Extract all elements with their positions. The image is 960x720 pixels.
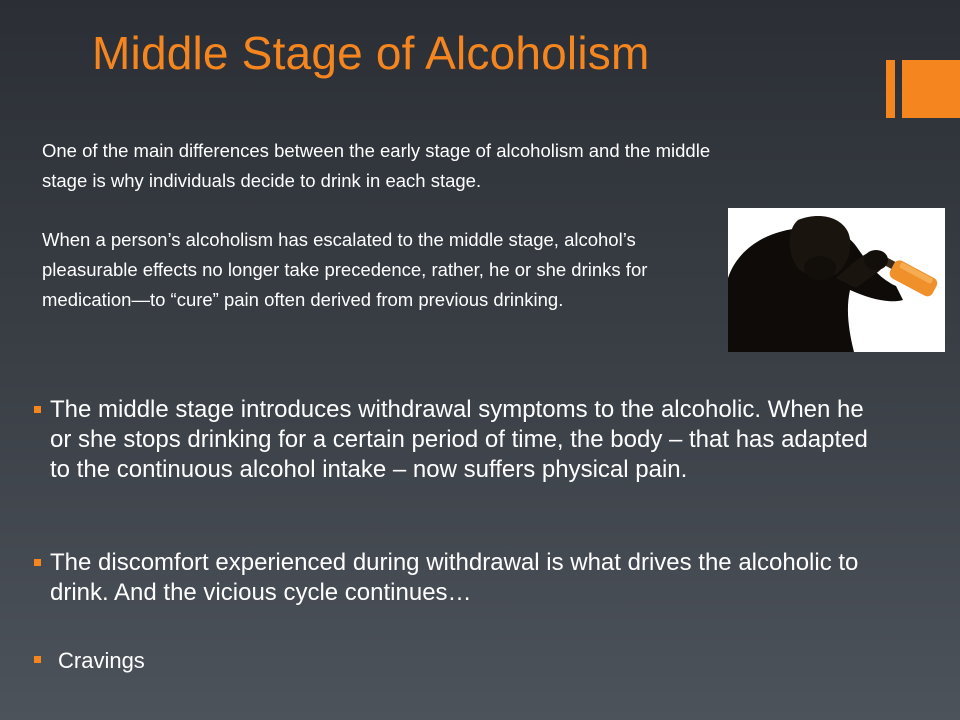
bullet-item-2 [34, 548, 874, 608]
bullet-square-icon [34, 656, 41, 663]
bullet-text-2: The discomfort experienced during withdrawal is what drives the alcoholic to drink. And the vicious cycle continues… [50, 549, 859, 606]
intro-text [42, 136, 732, 314]
accent-bar-block [902, 60, 960, 118]
bullet-item-1 [34, 395, 874, 485]
intro-paragraph-1: One of the main differences between the early stage of alcoholism and the middle stage is why individuals decide to drink in each stage. [42, 140, 711, 191]
photo-person-drinking [728, 208, 945, 352]
bullet-square-icon [34, 406, 41, 413]
slide-title: Middle Stage of Alcoholism [92, 27, 650, 79]
person-drinking-silhouette-icon [728, 208, 945, 352]
bullet-text-1: The middle stage introduces withdrawal symptoms to the alcoholic. When he or she stops drinking for a certain period of time, the body – that has adapted to the continuous alcohol intake – now suffers physical pain. [50, 396, 868, 483]
bullet-square-icon [34, 559, 41, 566]
intro-paragraph-2: When a person’s alcoholism has escalated to the middle stage, alcohol’s pleasurable effects no longer take precedence, rather, he or she drinks for medication—to “cure” pain often derived from previous drinking. [42, 229, 648, 310]
bullet-item-3 [34, 646, 434, 676]
bullet-text-3: Cravings [58, 648, 145, 673]
accent-bar-thin [886, 60, 895, 118]
